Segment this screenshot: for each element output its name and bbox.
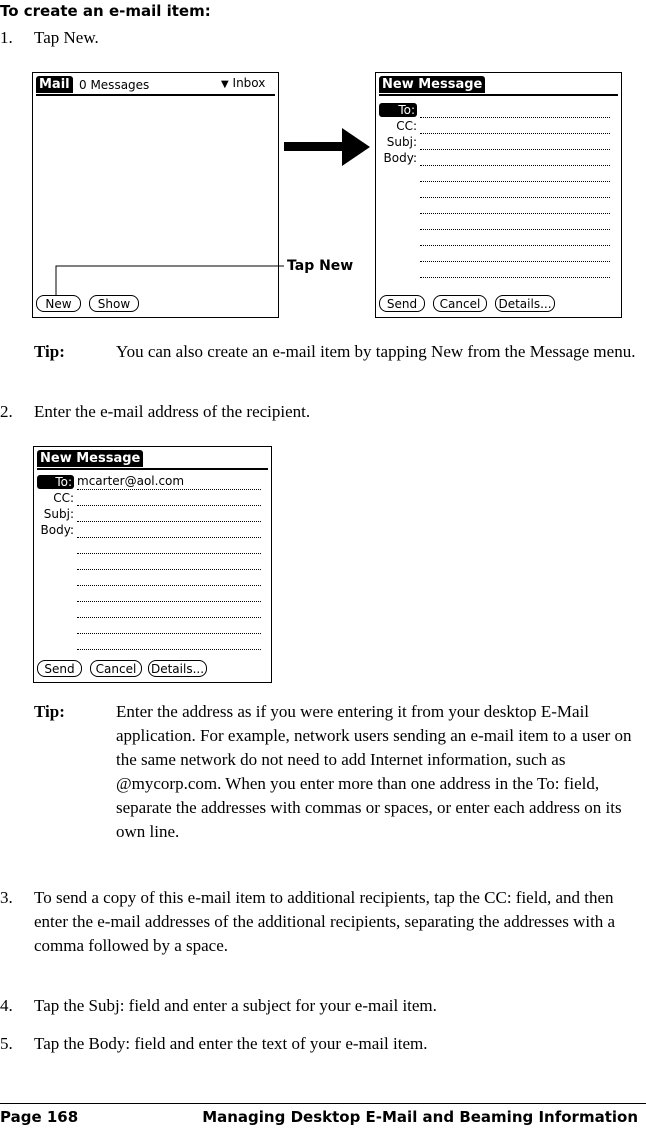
subj-field-label[interactable]: Subj:	[43, 507, 74, 521]
send-button[interactable]: Send	[379, 295, 425, 312]
body-field-line[interactable]	[420, 261, 610, 262]
subj-field-label[interactable]: Subj:	[386, 135, 417, 149]
page-number: Page 168	[0, 1108, 79, 1126]
subj-field-line[interactable]	[77, 521, 261, 522]
folder-picker[interactable]	[221, 76, 265, 90]
body-field-line[interactable]	[77, 569, 261, 570]
to-field-line[interactable]	[77, 489, 261, 490]
message-count: 0 Messages	[79, 78, 150, 92]
new-button[interactable]: New	[36, 295, 81, 312]
step-text: Tap New.	[34, 28, 99, 47]
step-number: 3.	[0, 888, 13, 907]
body-field-line[interactable]	[420, 245, 610, 246]
chapter-title: Managing Desktop E-Mail and Beaming Information	[202, 1108, 638, 1126]
cc-field-line[interactable]	[420, 133, 610, 134]
body-field-line[interactable]	[420, 181, 610, 182]
folder-label: Inbox	[232, 76, 266, 90]
to-field-label[interactable]: To:	[37, 475, 74, 489]
chevron-down-icon: ▼	[221, 79, 229, 90]
body-field-line[interactable]	[77, 553, 261, 554]
details-button[interactable]: Details...	[495, 295, 555, 312]
title-divider	[36, 94, 275, 96]
body-field-line[interactable]	[77, 585, 261, 586]
mail-title: Mail	[36, 76, 73, 93]
step-text: Enter the e-mail address of the recipient.	[34, 402, 311, 421]
body-field-line[interactable]	[77, 649, 261, 650]
details-button[interactable]: Details...	[148, 660, 207, 677]
new-message-screen	[375, 72, 622, 318]
new-message-title: New Message	[379, 76, 485, 93]
step-number: 5.	[0, 1034, 13, 1053]
step-text: Tap the Subj: field and enter a subject for your e-mail item.	[34, 996, 437, 1015]
new-message-filled-screen	[33, 446, 272, 683]
tip-label: Tip:	[34, 702, 65, 721]
body-field-line[interactable]	[77, 537, 261, 538]
tip-text: You can also create an e-mail item by tapping New from the Message menu.	[116, 342, 636, 361]
body-field-line[interactable]	[77, 633, 261, 634]
step-text: To send a copy of this e-mail item to additional recipients, tap the CC: field, and then enter the e-mail addresses of the additional recipients, separating the addresses with a comma followed by a space.	[34, 888, 616, 955]
step-number: 4.	[0, 996, 13, 1015]
to-field-line[interactable]	[420, 117, 610, 118]
tip-text: Enter the address as if you were entering it from your desktop E-Mail application. For example, network users sending an e-mail item to a user on the same network do not need to add Internet information, such as @mycorp.com. When you enter more than one address in the To: field, separate the addresses with commas or spaces, or enter each address on its own line.	[116, 702, 632, 841]
body-field-line[interactable]	[420, 197, 610, 198]
new-message-title: New Message	[37, 450, 143, 467]
cancel-button[interactable]: Cancel	[433, 295, 487, 312]
body-field-line[interactable]	[77, 601, 261, 602]
body-field-line[interactable]	[420, 213, 610, 214]
to-field-value[interactable]: mcarter@aol.com	[77, 474, 185, 488]
cc-field-label[interactable]: CC:	[396, 119, 417, 133]
body-field-line[interactable]	[420, 165, 610, 166]
callout-label: Tap New	[287, 258, 354, 274]
footer-rule	[0, 1103, 646, 1104]
subj-field-line[interactable]	[420, 149, 610, 150]
send-button[interactable]: Send	[37, 660, 82, 677]
title-divider	[37, 468, 268, 470]
body-field-label[interactable]: Body:	[383, 151, 417, 165]
step-text: Tap the Body: field and enter the text of your e-mail item.	[34, 1034, 428, 1053]
to-field-label[interactable]: To:	[379, 103, 417, 117]
tip-label: Tip:	[34, 342, 65, 361]
body-field-line[interactable]	[420, 229, 610, 230]
step-number: 2.	[0, 402, 13, 421]
section-heading: To create an e-mail item:	[0, 2, 211, 20]
body-field-line[interactable]	[77, 617, 261, 618]
body-field-line[interactable]	[420, 277, 610, 278]
show-button[interactable]: Show	[89, 295, 139, 312]
cc-field-label[interactable]: CC:	[53, 491, 74, 505]
title-divider	[379, 94, 618, 96]
right-arrow-icon	[284, 128, 370, 166]
cc-field-line[interactable]	[77, 505, 261, 506]
step-number: 1.	[0, 28, 13, 47]
body-field-label[interactable]: Body:	[40, 523, 74, 537]
callout-line	[52, 262, 292, 298]
cancel-button[interactable]: Cancel	[90, 660, 142, 677]
